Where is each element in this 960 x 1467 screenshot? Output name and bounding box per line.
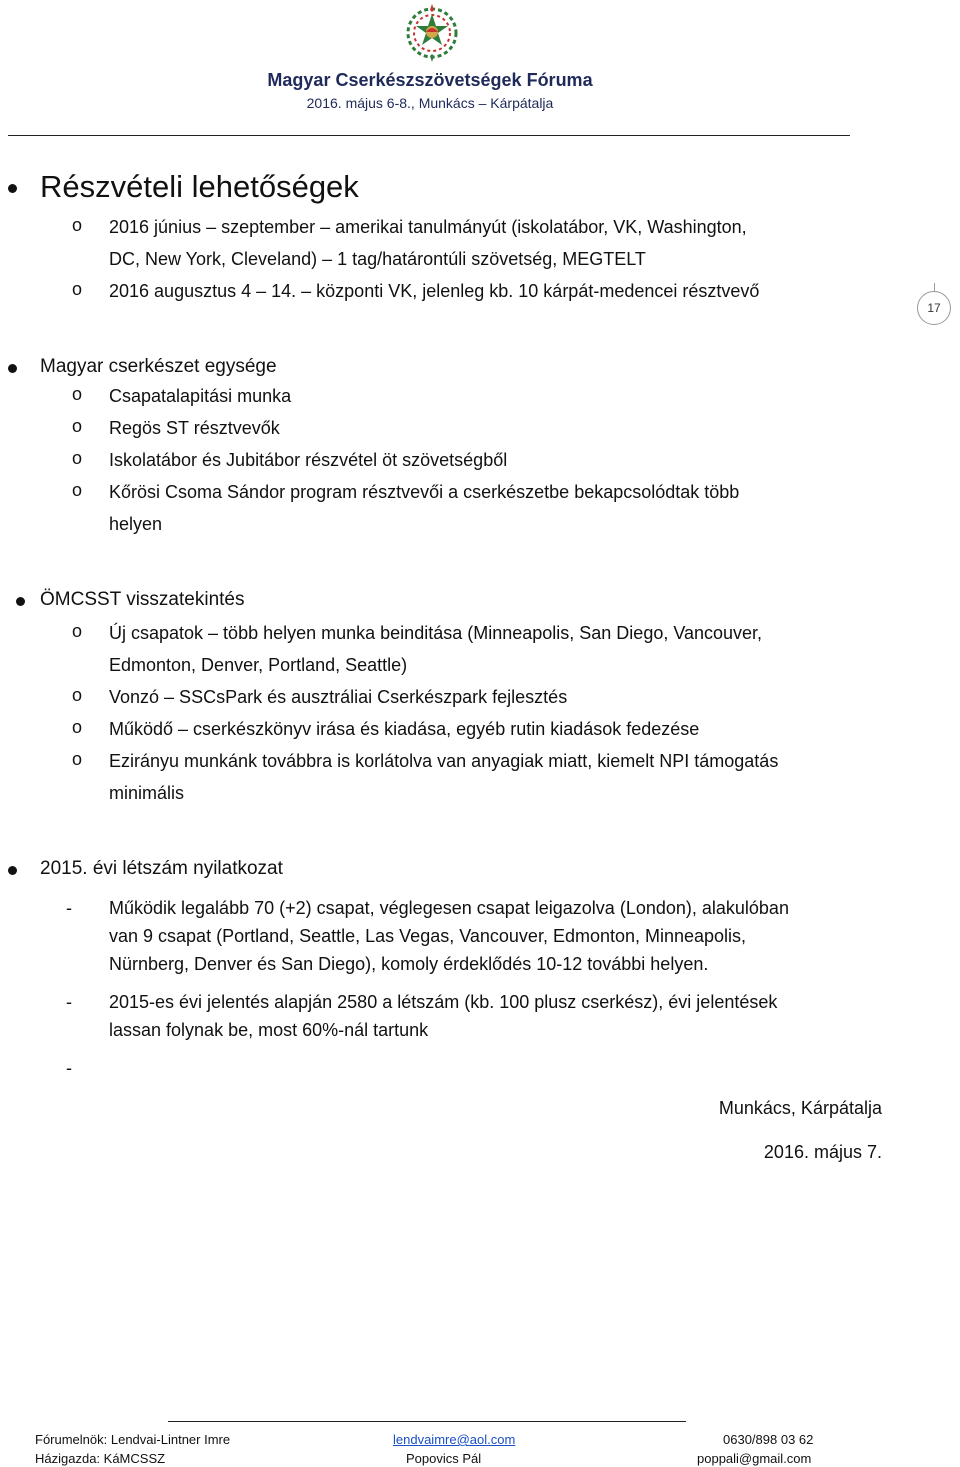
list-item-line: DC, New York, Cleveland) – 1 tag/határontúli szövetség, MEGTELT (109, 249, 646, 269)
list-item-line: Működik legalább 70 (+2) csapat, véglegesen csapat leigazolva (London), alakulóban (109, 898, 789, 918)
list-marker: o (72, 279, 83, 299)
list-item (109, 211, 869, 275)
list-item-line: 2016 augusztus 4 – 14. – központi VK, jelenleg kb. 10 kárpát-medencei résztvevő (109, 281, 760, 301)
bullet-icon (8, 364, 17, 373)
list-item-line: Iskolatábor és Jubitábor részvétel öt szövetségből (109, 450, 508, 470)
list-item-line: Vonzó – SSCsPark és ausztráliai Cserkészpark fejlesztés (109, 687, 568, 707)
list-item (109, 988, 899, 1044)
list-item-line: Edmonton, Denver, Portland, Seattle) (109, 655, 408, 675)
list-item-line: Kőrösi Csoma Sándor program résztvevői a cserkészetbe bekapcsolódtak több (109, 482, 740, 502)
list-marker: o (72, 448, 83, 468)
list-item-line: Csapatalapitási munka (109, 386, 292, 406)
section-heading-participation: Részvételi lehetőségek (40, 169, 359, 204)
list-item-line: Regös ST résztvevők (109, 418, 280, 438)
footer-divider (168, 1421, 686, 1422)
section-heading-unity: Magyar cserkészet egysége (40, 356, 277, 377)
list-item (109, 681, 567, 713)
list-item-line: 2015-es évi jelentés alapján 2580 a létszám (kb. 100 plusz cserkész), évi jelentések (109, 992, 778, 1012)
footer-phone: 0630/898 03 62 (723, 1432, 814, 1447)
list-marker: o (72, 416, 83, 436)
list-item-line: van 9 csapat (Portland, Seattle, Las Vegas, Vancouver, Edmonton, Minneapolis, (109, 926, 747, 946)
signature-place: Munkács, Kárpátalja (718, 1098, 882, 1118)
footer-email-link[interactable]: lendvaimre@aol.com (393, 1432, 516, 1447)
bullet-icon (8, 866, 17, 875)
list-marker: - (66, 1058, 72, 1078)
list-item-line: Nürnberg, Denver és San Diego), komoly érdeklődés 10-12 további helyen. (109, 954, 709, 974)
list-item (109, 412, 280, 444)
list-item-line: 2016 június – szeptember – amerikai tanulmányút (iskolatábor, VK, Washington, (109, 217, 747, 237)
list-item (109, 444, 507, 476)
list-item-line: helyen (109, 514, 163, 534)
list-item (109, 476, 869, 540)
list-item (109, 894, 899, 978)
list-item-line: minimális (109, 783, 185, 803)
section-heading-headcount: 2015. évi létszám nyilatkozat (40, 858, 283, 879)
list-marker: o (72, 215, 83, 235)
bullet-icon (8, 184, 17, 193)
page-number: 17 (917, 291, 951, 325)
list-item-line: Ezirányu munkánk továbbra is korlátolva van anyagiak miatt, kiemelt NPI támogatás (109, 751, 779, 771)
list-item (109, 275, 869, 307)
list-item (109, 380, 291, 412)
section-heading-review: ÖMCSST visszatekintés (40, 589, 245, 610)
scout-emblem-icon (392, 2, 472, 64)
footer-president: Fórumelnök: Lendvai-Lintner Imre (35, 1432, 231, 1447)
list-marker: - (66, 992, 72, 1012)
list-item (109, 713, 699, 745)
list-marker: o (72, 621, 83, 641)
footer-host: Házigazda: KáMCSSZ (35, 1451, 166, 1466)
footer-host-contact: Popovics Pál (406, 1451, 482, 1466)
list-marker: o (72, 480, 83, 500)
list-item (109, 617, 889, 681)
bullet-icon (16, 597, 25, 606)
list-item (109, 745, 899, 809)
list-marker: o (72, 384, 83, 404)
header-title: Magyar Cserkészszövetségek Fóruma (267, 70, 593, 90)
forum-logo (392, 2, 472, 64)
list-item-line: Működő – cserkészkönyv irása és kiadása, egyéb rutin kiadások fedezése (109, 719, 700, 739)
list-item-line: lassan folynak be, most 60%-nál tartunk (109, 1020, 429, 1040)
signature-date: 2016. május 7. (763, 1142, 882, 1162)
list-marker: o (72, 749, 83, 769)
header-subtitle: 2016. május 6-8., Munkács – Kárpátalja (306, 95, 554, 111)
list-item-line: Új csapatok – több helyen munka beinditása (Minneapolis, San Diego, Vancouver, (109, 623, 763, 643)
list-marker: o (72, 717, 83, 737)
header-divider (8, 135, 850, 136)
list-marker: o (72, 685, 83, 705)
footer-host-email: poppali@gmail.com (697, 1451, 812, 1466)
list-marker: - (66, 898, 72, 918)
